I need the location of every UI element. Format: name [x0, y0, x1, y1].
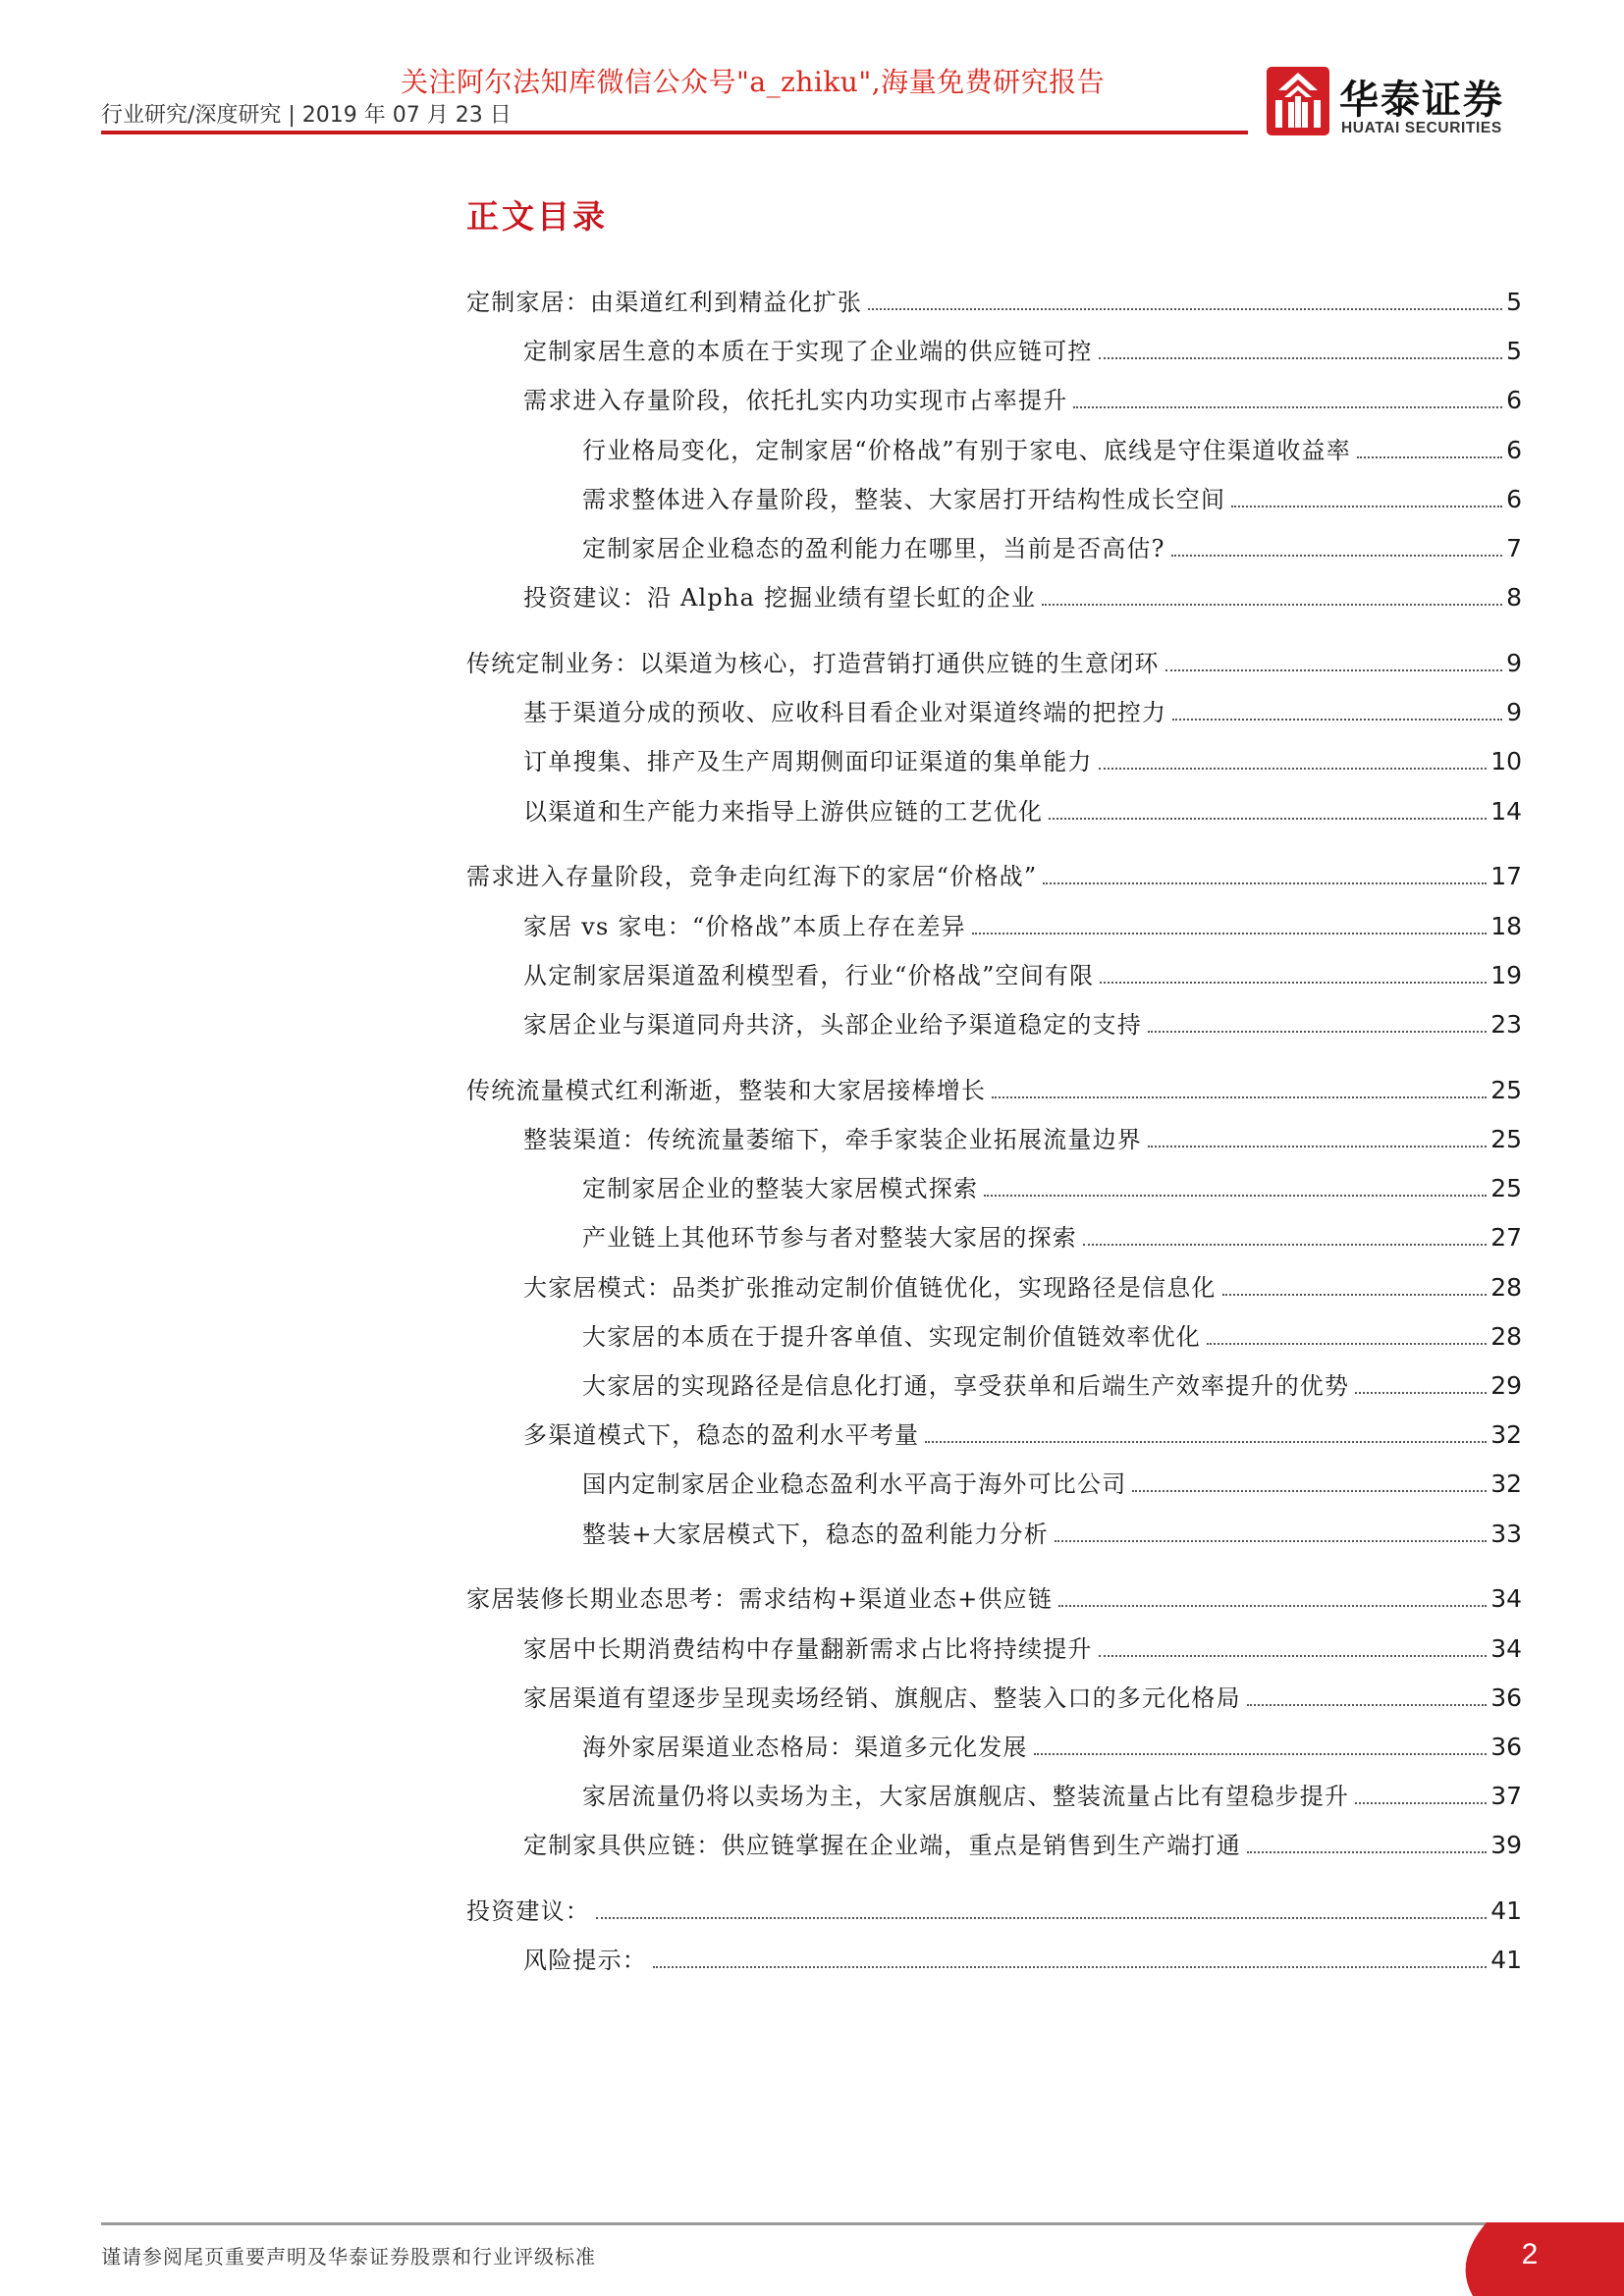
toc-leader-dots	[1132, 1490, 1487, 1492]
toc-leader-dots	[1247, 1704, 1487, 1706]
toc-entry-page: 29	[1490, 1371, 1522, 1400]
toc-entry-title: 产业链上其他环节参与者对整装大家居的探索	[582, 1224, 1077, 1252]
toc-entry-title: 国内定制家居企业稳态盈利水平高于海外可比公司	[582, 1470, 1127, 1498]
toc-entry[interactable]	[523, 1007, 1522, 1042]
page-number: 2	[1521, 2238, 1539, 2270]
toc-entry-title: 整装+大家居模式下，稳态的盈利能力分析	[582, 1521, 1049, 1548]
toc-entry-title: 传统流量模式红利渐逝，整装和大家居接棒增长	[466, 1077, 987, 1104]
toc-entry-page: 33	[1490, 1520, 1522, 1548]
toc-entry-page: 6	[1506, 436, 1522, 464]
toc-leader-dots	[1083, 1244, 1487, 1246]
toc-entry-page: 8	[1506, 583, 1522, 612]
logo-english-name: HUATAI SECURITIES	[1341, 120, 1502, 136]
toc-entry-title: 家居企业与渠道同舟共济，头部企业给予渠道稳定的支持	[523, 1011, 1142, 1039]
toc-entry-page: 5	[1506, 337, 1522, 365]
watermark-text: 关注阿尔法知库微信公众号"a_zhiku",海量免费研究报告	[401, 66, 1106, 98]
toc-entry-page: 28	[1490, 1322, 1522, 1351]
toc-entry-page: 28	[1490, 1273, 1522, 1302]
toc-leader-dots	[1207, 1343, 1487, 1345]
toc-entry-title: 需求进入存量阶段，依托扎实内功实现市占率提升	[523, 387, 1068, 414]
toc-entry-title: 订单搜集、排产及生产周期侧面印证渠道的集单能力	[523, 748, 1093, 775]
toc-entry-title: 家居流量仍将以卖场为主，大家居旗舰店、整装流量占比有望稳步提升	[582, 1783, 1350, 1810]
toc-entry-title: 家居装修长期业态思考：需求结构+渠道业态+供应链	[466, 1585, 1054, 1613]
report-category-date: 行业研究/深度研究 | 2019 年 07 月 23 日	[101, 103, 512, 128]
toc-entry-page: 36	[1490, 1733, 1522, 1761]
toc-entry-page: 27	[1490, 1223, 1522, 1252]
toc-leader-dots	[984, 1195, 1487, 1197]
toc-leader-dots	[868, 308, 1502, 310]
toc-entry[interactable]	[523, 1943, 1522, 1978]
toc-entry-page: 18	[1490, 912, 1522, 940]
toc-entry-page: 9	[1506, 649, 1522, 677]
toc-entry[interactable]	[582, 1220, 1522, 1255]
toc-entry-title: 家居渠道有望逐步呈现卖场经销、旗舰店、整装入口的多元化格局	[523, 1684, 1241, 1712]
toc-entry-title: 大家居模式：品类扩张推动定制价值链优化，实现路径是信息化	[523, 1274, 1217, 1302]
toc-entry-title: 家居 vs 家电：“价格战”本质上存在差异	[523, 913, 966, 940]
toc-entry-page: 7	[1506, 534, 1522, 562]
toc-entry[interactable]	[523, 744, 1522, 779]
header-divider	[101, 131, 1248, 134]
toc-leader-dots	[1222, 1294, 1488, 1296]
toc-entry[interactable]	[523, 794, 1522, 829]
huatai-logo	[1267, 67, 1532, 141]
toc-entry-page: 25	[1490, 1076, 1522, 1104]
toc-entry-title: 家居中长期消费结构中存量翻新需求占比将持续提升	[523, 1635, 1093, 1663]
toc-entry-title: 定制家具供应链：供应链掌握在企业端，重点是销售到生产端打通	[523, 1832, 1241, 1859]
toc-entry[interactable]	[582, 1517, 1522, 1552]
toc-entry[interactable]	[466, 859, 1522, 894]
toc-leader-dots	[1231, 506, 1502, 507]
toc-entry-title: 定制家居企业稳态的盈利能力在哪里，当前是否高估?	[582, 535, 1165, 562]
toc-entry[interactable]	[582, 531, 1522, 566]
toc-entry[interactable]	[466, 646, 1522, 681]
toc-entry[interactable]	[466, 1073, 1522, 1108]
toc-entry-title: 整装渠道：传统流量萎缩下，牵手家装企业拓展流量边界	[523, 1126, 1142, 1153]
toc-leader-dots	[596, 1917, 1487, 1919]
toc-entry-page: 34	[1490, 1584, 1522, 1613]
toc-entry-page: 23	[1490, 1010, 1522, 1039]
toc-entry-title: 海外家居渠道业态格局：渠道多元化发展	[582, 1734, 1028, 1761]
toc-leader-dots	[1100, 982, 1487, 984]
footer-divider	[101, 2222, 1495, 2225]
toc-entry-title: 大家居的本质在于提升客单值、实现定制价值链效率优化	[582, 1323, 1201, 1351]
toc-entry[interactable]	[523, 1631, 1522, 1667]
toc-entry[interactable]	[582, 482, 1522, 517]
toc-entry[interactable]	[523, 1122, 1522, 1157]
toc-entry[interactable]	[523, 383, 1522, 418]
toc-entry[interactable]	[523, 1828, 1522, 1863]
toc-entry[interactable]	[523, 334, 1522, 369]
toc-entry-page: 39	[1490, 1831, 1522, 1859]
toc-entry-page: 5	[1506, 288, 1522, 316]
toc-leader-dots	[1171, 555, 1502, 557]
toc-entry-page: 9	[1506, 698, 1522, 726]
toc-entry-title: 投资建议：	[466, 1897, 590, 1925]
toc-entry-title: 行业格局变化，定制家居“价格战”有别于家电、底线是守住渠道收益率	[582, 437, 1351, 464]
toc-entry-title: 投资建议：沿 Alpha 挖掘业绩有望长虹的企业	[523, 584, 1037, 612]
toc-entry[interactable]	[523, 695, 1522, 730]
toc-entry[interactable]	[466, 285, 1522, 320]
toc-entry-title: 需求整体进入存量阶段，整装、大家居打开结构性成长空间	[582, 486, 1226, 513]
footer-disclaimer: 谨请参阅尾页重要声明及华泰证券股票和行业评级标准	[101, 2245, 596, 2269]
toc-leader-dots	[1247, 1851, 1487, 1853]
toc-entry-page: 36	[1490, 1683, 1522, 1712]
toc-entry-title: 从定制家居渠道盈利模型看，行业“价格战”空间有限	[523, 962, 1095, 989]
toc-entry-page: 6	[1506, 485, 1522, 513]
toc-leader-dots	[1055, 1540, 1487, 1542]
toc-entry-title: 大家居的实现路径是信息化打通，享受获单和后端生产效率提升的优势	[582, 1372, 1350, 1400]
toc-entry-title: 以渠道和生产能力来指导上游供应链的工艺优化	[523, 798, 1044, 826]
toc-entry-title: 需求进入存量阶段，竞争走向红海下的家居“价格战”	[466, 863, 1038, 890]
toc-leader-dots	[1172, 719, 1502, 721]
toc-entry-page: 32	[1490, 1469, 1522, 1498]
toc-entry-page: 19	[1490, 961, 1522, 989]
toc-leader-dots	[1099, 357, 1502, 359]
toc-leader-dots	[1148, 1031, 1487, 1033]
toc-entry-title: 风险提示：	[523, 1947, 647, 1974]
huatai-logo-icon	[1267, 67, 1329, 135]
toc-leader-dots	[1073, 406, 1502, 408]
toc-leader-dots	[1355, 1802, 1487, 1804]
toc-entry-page: 41	[1490, 1946, 1522, 1974]
toc-entry-page: 6	[1506, 386, 1522, 414]
toc-entry-page: 17	[1490, 862, 1522, 890]
toc-entry[interactable]	[466, 1894, 1522, 1929]
toc-leader-dots	[1148, 1146, 1487, 1148]
toc-entry-page: 41	[1490, 1896, 1522, 1925]
toc-entry[interactable]	[582, 1779, 1522, 1814]
toc-entry-page: 25	[1490, 1174, 1522, 1202]
toc-entry-page: 10	[1490, 747, 1522, 775]
toc-entry[interactable]	[466, 1581, 1522, 1617]
toc-entry-page: 14	[1490, 797, 1522, 826]
toc-entry-title: 定制家居生意的本质在于实现了企业端的供应链可控	[523, 338, 1093, 365]
logo-chinese-name: 华泰证券	[1339, 78, 1504, 123]
toc-leader-dots	[1357, 456, 1502, 458]
toc-entry[interactable]	[523, 580, 1522, 615]
toc-entry-page: 32	[1490, 1420, 1522, 1449]
toc-leader-dots	[1049, 818, 1487, 820]
toc-entry[interactable]	[523, 909, 1522, 944]
toc-leader-dots	[1042, 604, 1502, 606]
toc-entry[interactable]	[582, 1730, 1522, 1765]
toc-entry[interactable]	[582, 433, 1522, 468]
toc-entry-title: 多渠道模式下，稳态的盈利水平考量	[523, 1421, 920, 1449]
toc-title: 正文目录	[466, 197, 608, 236]
toc-entry-page: 34	[1490, 1634, 1522, 1663]
toc-entry[interactable]	[582, 1171, 1522, 1206]
toc-entry[interactable]	[582, 1467, 1522, 1502]
toc-entry-title: 传统定制业务：以渠道为核心，打造营销打通供应链的生意闭环	[466, 650, 1160, 677]
toc-leader-dots	[992, 1096, 1487, 1098]
toc-entry-page: 37	[1490, 1782, 1522, 1810]
toc-leader-dots	[925, 1441, 1487, 1443]
toc-entry[interactable]	[523, 1417, 1522, 1453]
toc-entry-title: 定制家居：由渠道红利到精益化扩张	[466, 289, 863, 316]
toc-entry-page: 25	[1490, 1125, 1522, 1153]
toc-leader-dots	[653, 1966, 1487, 1968]
toc-leader-dots	[1043, 882, 1487, 884]
toc-leader-dots	[1099, 768, 1488, 770]
toc-leader-dots	[1355, 1392, 1487, 1394]
toc-leader-dots	[972, 933, 1487, 934]
toc-entry[interactable]	[582, 1319, 1522, 1355]
toc-entry[interactable]	[582, 1368, 1522, 1404]
toc-leader-dots	[1034, 1753, 1488, 1755]
toc-entry-title: 基于渠道分成的预收、应收科目看企业对渠道终端的把控力	[523, 699, 1167, 726]
toc-entry[interactable]	[523, 1681, 1522, 1716]
toc-entry[interactable]	[523, 958, 1522, 993]
toc-entry-title: 定制家居企业的整装大家居模式探索	[582, 1175, 979, 1202]
toc-entry[interactable]	[523, 1270, 1522, 1306]
toc-leader-dots	[1099, 1655, 1488, 1657]
toc-leader-dots	[1058, 1605, 1487, 1607]
toc-leader-dots	[1165, 669, 1502, 671]
